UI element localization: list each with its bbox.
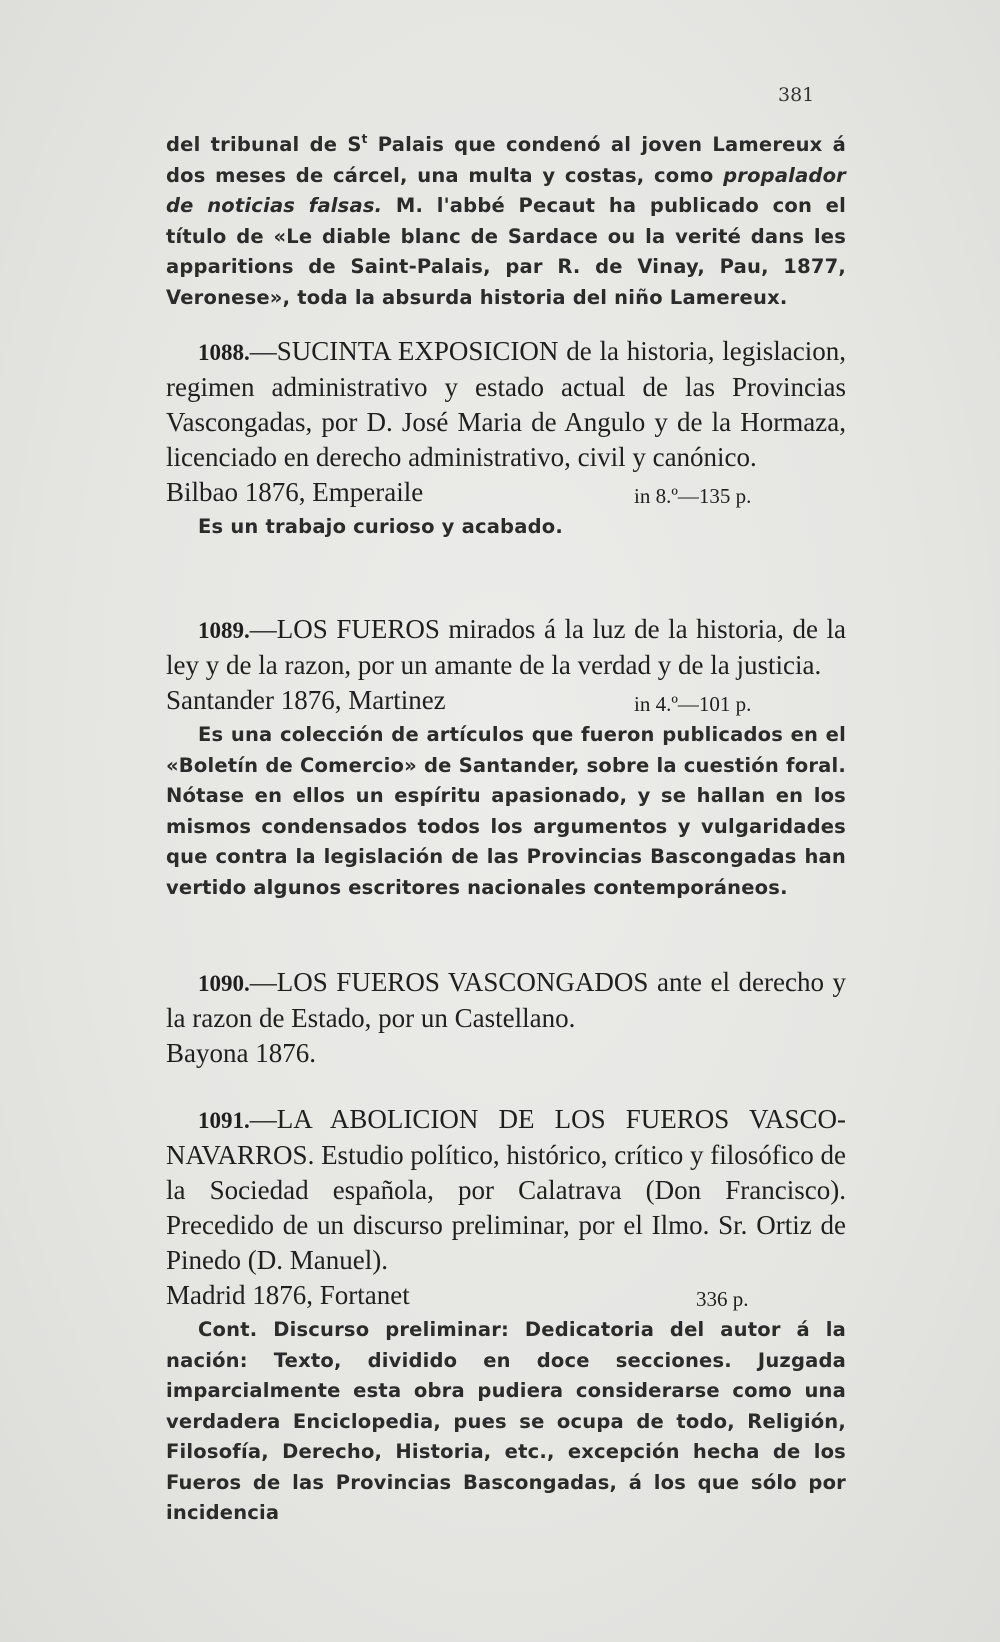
entry-note: Es una colección de artículos que fueron publicados en el «Boletín de Comercio» de Santander, sobre la cuestión foral. Nótase en ellos un espíritu apasionado, y se hallan en los mismos condensados todos los argumentos y vulgaridades que contra la legislación de las Provincias Bascongadas han vertido algunos escritores nacionales contemporáneos. xyxy=(166,723,846,899)
entry-number: 1090. xyxy=(198,971,250,996)
entry-imprint-line xyxy=(166,1278,846,1313)
entry-title: —LOS FUEROS VASCONGADOS ante el derecho y la razon de Estado, por un Castellano. xyxy=(166,967,846,1033)
entry-title: —LOS FUEROS mirados á la luz de la historia, de la ley y de la razon, por un amante de la verdad y de la justicia. xyxy=(166,614,846,680)
entry-imprint: Bayona 1876. xyxy=(166,1038,316,1068)
entry-heading xyxy=(166,334,846,475)
entry-imprint-line xyxy=(166,475,846,510)
entry-title: —SUCINTA EXPOSICION de la historia, legislacion, regimen administrativo y estado actual de las Provincias Vascongadas, por D. José Maria de Angulo y de la Hormaza, licenciado en derecho administrativo, civil y canónico. xyxy=(166,336,846,472)
entry-1089 xyxy=(166,612,846,903)
entry-imprint: Madrid 1876, Fortanet xyxy=(166,1280,410,1310)
entry-1090 xyxy=(166,965,846,1071)
entry-note: Es un trabajo curioso y acabado. xyxy=(198,515,563,538)
intro-text-1: del tribunal de S xyxy=(166,133,362,156)
intro-italic: propalador de noticias falsas. xyxy=(166,163,846,217)
entry-imprint: Bilbao 1876, Emperaile xyxy=(166,477,424,507)
entry-note: Cont. Discurso preliminar: Dedicatoria del autor á la nación: Texto, dividido en doce secciones. Juzgada imparcialmente esta obra pudiera considerarse como una verdadera Enciclopedia, pues se ocupa de todo, Religión, Filosofía, Derecho, Historia, etc., excepción hecha de los Fueros de las Provincias Bascongadas, á los que sólo por incidencia xyxy=(166,1318,846,1524)
intro-paragraph xyxy=(166,124,846,313)
intro-text-3: M. l'abbé Pecaut ha publicado con el título de «Le diable blanc de Sardace ou la verité dans les apparitions de Saint-Palais, par R. de Vinay, Pau, 1877, Veronese», toda la absurda historia del niño Lamereux. xyxy=(166,194,846,309)
entry-format: 336 p. xyxy=(696,1287,749,1311)
intro-superscript: t xyxy=(361,132,368,146)
entry-imprint: Santander 1876, Martinez xyxy=(166,685,446,715)
entry-1091 xyxy=(166,1102,846,1529)
entry-number: 1088. xyxy=(198,340,250,365)
entry-format: in 4.º—101 p. xyxy=(634,692,752,716)
entry-heading xyxy=(166,1102,846,1278)
intro-text-2: Palais que condenó al joven Lamereux á dos meses de cárcel, una multa y costas, como xyxy=(166,133,846,187)
page-number: 381 xyxy=(778,84,815,106)
entry-1088 xyxy=(166,334,846,543)
entry-title: —LA ABOLICION DE LOS FUEROS VASCO-NAVARROS. Estudio político, histórico, crítico y filosófico de la Sociedad española, por Calatrava (Don Francisco). Precedido de un discurso preliminar, por el Ilmo. Sr. Ortiz de Pinedo (D. Manuel). xyxy=(166,1104,846,1275)
entry-format: in 8.º—135 p. xyxy=(634,484,752,508)
entry-number: 1089. xyxy=(198,618,250,643)
entry-imprint-line xyxy=(166,683,846,718)
entry-heading xyxy=(166,612,846,683)
entry-heading xyxy=(166,965,846,1036)
entry-number: 1091. xyxy=(198,1108,250,1133)
entry-imprint-line xyxy=(166,1036,846,1071)
